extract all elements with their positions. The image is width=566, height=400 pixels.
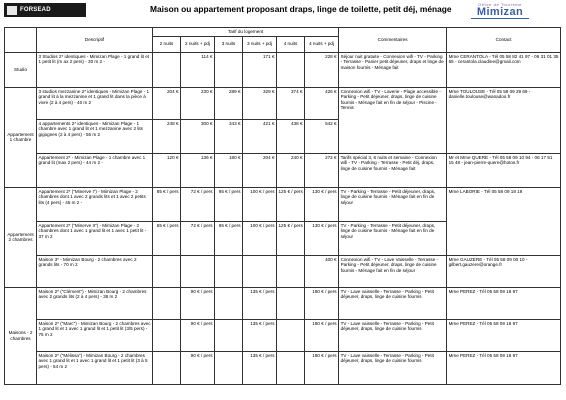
- logo-right-name: Mimizan: [476, 6, 524, 18]
- header-contact: Contact: [447, 28, 561, 53]
- price-2-nuits: [153, 319, 181, 351]
- price-3-nuits: 343 €: [215, 119, 243, 153]
- price-2-nuits-pdj: 90 € / pers: [181, 351, 215, 384]
- row-commentaires: Connexion wifi - TV - Laverie - Plage accessible - Parking - Petit déjeuner, draps, linge de cuisine fournis - Ménage fait en fin de séjour - Piscine - Tennis: [339, 87, 447, 153]
- price-4-nuits-pdj: 180 € / pers: [305, 351, 339, 384]
- table-row: [5, 187, 561, 221]
- row-descriptif: 4 appartements 2* identiques - Mimizan Plage - 1 chambre avec 1 grand lit et 1 mezzanine avec 2 lits gigognes (2 à 4 pers) - 55 m 2: [37, 119, 153, 153]
- price-3-nuits: 95 € / pers: [215, 187, 243, 221]
- price-4-nuits-pdj: 400 €: [305, 255, 339, 287]
- price-4-nuits-pdj: 542 €: [305, 119, 339, 153]
- table-row: [5, 319, 561, 351]
- price-4-nuits-pdj: 228 €: [305, 52, 339, 87]
- document-title: Maison ou appartement proposant draps, linge de toilette, petit déj, ménage: [150, 4, 452, 14]
- price-4-nuits: [277, 52, 305, 87]
- price-4-nuits: 125 € / pers: [277, 187, 305, 221]
- price-4-nuits-pdj: 180 € / pers: [305, 287, 339, 319]
- row-type: Maisons - 2 chambres: [5, 287, 37, 384]
- header-2-nuits-pdj: 2 nuits + pdj: [181, 36, 215, 52]
- price-2-nuits-pdj: 72 € / pers: [181, 187, 215, 221]
- price-3-nuits: [215, 255, 243, 287]
- table-row: [5, 351, 561, 384]
- row-descriptif: Maison 2* ("Clément") - Mimizan Bourg - 2 chambres avec 2 grands lits (2 à 4 pers) - 38 m 2: [37, 287, 153, 319]
- row-descriptif: 3 Studios 2* identiques - Mimizan Plage - 1 grand lit et 1 petit lit (m ax 2 pers) - 30 m 2 -: [37, 52, 153, 87]
- header-descriptif: Descriptif: [37, 28, 153, 53]
- table-row: [5, 287, 561, 319]
- row-type: Appartement 1 chambre: [5, 87, 37, 187]
- price-4-nuits-pdj: 426 €: [305, 87, 339, 119]
- row-descriptif: Maison 3* - Mimizan Bourg - 2 chambres avec 2 grands lits - 70 m 2: [37, 255, 153, 287]
- price-4-nuits: 374 €: [277, 87, 305, 119]
- price-2-nuits: [153, 287, 181, 319]
- header-4-nuits-pdj: 4 nuits + pdj: [305, 36, 339, 52]
- price-4-nuits: [277, 287, 305, 319]
- price-4-nuits: [277, 351, 305, 384]
- price-3-nuits: 289 €: [215, 87, 243, 119]
- row-contact: Mme TOULOUSE - Tél 05 58 09 29 69 - danielle.toulouse@wanadoo.fr: [447, 87, 561, 153]
- row-descriptif: Maison 2* ("Mélissa") - Mimizan Bourg - 2 chambres avec 1 grand lit et 1 avec 1 grand lit et 1 petit lit (3 à 5 pers) - 54 m 2: [37, 351, 153, 384]
- row-contact: Mr et Mme QUERE - Tél 05 58 09 10 94 - 06 17 91 15 48 - jean-pierre-quere@hotos.fr: [447, 153, 561, 187]
- price-4-nuits: 240 €: [277, 153, 305, 187]
- price-3-nuits-pdj: 421 €: [243, 119, 277, 153]
- row-commentaires: Connexion wifi - TV - Lave Vaisselle - Terrasse - Parking - Petit déjeuner, draps, linge de cuisine fournis - Ménage fait en fin de séjour: [339, 255, 447, 287]
- row-commentaires: TV - Parking - Terrasse - Petit déjeuner, draps, linge de cuisine fournis - Ménage fait en fin de séjour: [339, 221, 447, 255]
- price-2-nuits-pdj: 90 € / pers: [181, 319, 215, 351]
- logo-mark-icon: [7, 6, 17, 15]
- row-commentaires: Tarifs spécial 3, 6 nuits et semaine - Connexion wifi - TV - Parking - Terrasse - Petit déj, draps, linge de cuisine fournis - Ménage fait: [339, 153, 447, 187]
- row-descriptif: Appartement 2* ("Minerve II") - Mimizan Plage - 2 chambres dont 1 avec 1 grand lit et 1 avec 1 petit lit - 37 m 2: [37, 221, 153, 255]
- header-4-nuits: 4 nuits: [277, 36, 305, 52]
- price-2-nuits-pdj: 90 € / pers: [181, 287, 215, 319]
- price-2-nuits: [153, 351, 181, 384]
- price-4-nuits-pdj: 130 € / pers: [305, 187, 339, 221]
- price-4-nuits-pdj: 272 €: [305, 153, 339, 187]
- table-row: [5, 87, 561, 119]
- price-2-nuits: [153, 255, 181, 287]
- price-3-nuits-pdj: 135 € / pers: [243, 351, 277, 384]
- price-3-nuits: [215, 351, 243, 384]
- price-4-nuits-pdj: 180 € / pers: [305, 319, 339, 351]
- price-2-nuits: 120 €: [153, 153, 181, 187]
- price-3-nuits-pdj: 100 € / pers: [243, 221, 277, 255]
- price-2-nuits-pdj: 72 € / pers: [181, 221, 215, 255]
- price-2-nuits: 204 €: [153, 87, 181, 119]
- price-4-nuits: [277, 319, 305, 351]
- row-commentaires: Séjour nuit gratuite - Connexion wifi - TV - Parking - Terrasse - Panier petit déjeuner, draps et linge de maison fournis - Ménage fait: [339, 52, 447, 87]
- price-3-nuits-pdj: 100 € / pers: [243, 187, 277, 221]
- price-2-nuits-pdj: 114 €: [181, 52, 215, 87]
- price-3-nuits: 95 € / pers: [215, 221, 243, 255]
- header-3-nuits: 3 nuits: [215, 36, 243, 52]
- brand-logo-left: [4, 3, 86, 17]
- row-descriptif: Maison 2* ("Marc") - Mimizan Bourg - 2 chambres avec 1 grand lit et 1 avec 1 grand lit et 1 petit lit (3/5 pers) - 75 m 2: [37, 319, 153, 351]
- row-descriptif: Appartement 2* - Mimizan Plage - 1 chambre avec 1 grand lit (max 2 pers) - 44 m 2 -: [37, 153, 153, 187]
- row-contact: Mme LABORIE - Tél 05 58 09 18 19: [447, 187, 561, 255]
- price-3-nuits-pdj: 135 € / pers: [243, 287, 277, 319]
- row-commentaires: TV - Parking - Terrasse - Petit déjeuner, draps, linge de cuisine fournis - Ménage fait en fin de séjour: [339, 187, 447, 221]
- price-3-nuits-pdj: [243, 255, 277, 287]
- header-blank: [5, 28, 37, 53]
- price-2-nuits: [153, 52, 181, 87]
- price-3-nuits: [215, 319, 243, 351]
- header-commentaires: Commentaires: [339, 28, 447, 53]
- table-row: [5, 153, 561, 187]
- price-2-nuits-pdj: 300 €: [181, 119, 215, 153]
- row-commentaires: TV - Lave vaisselle - Terrasse - Parking - Petit déjeuner, draps, linge de cuisine fournis: [339, 287, 447, 319]
- price-2-nuits: 65 € / pers: [153, 221, 181, 255]
- lodging-table: [4, 27, 561, 385]
- row-contact: Mme PEREZ - Tél 05 58 09 18 97: [447, 351, 561, 384]
- brand-logo-right: [465, 2, 535, 19]
- price-2-nuits-pdj: 230 €: [181, 87, 215, 119]
- price-2-nuits: 85 € / pers: [153, 187, 181, 221]
- row-commentaires: TV - Lave vaisselle - Terrasse - Parking - Petit déjeuner, draps, linge de cuisine fournis: [339, 319, 447, 351]
- logo-underline: [471, 18, 529, 19]
- header-tarif: Tarif du logement: [153, 28, 339, 37]
- row-contact: Mme PEREZ - Tél 05 58 09 18 97: [447, 319, 561, 351]
- price-3-nuits-pdj: 135 € / pers: [243, 319, 277, 351]
- price-2-nuits: 248 €: [153, 119, 181, 153]
- header-2-nuits: 2 nuits: [153, 36, 181, 52]
- price-3-nuits: [215, 52, 243, 87]
- logo-right-subtitle: Office de Tourisme: [477, 2, 522, 7]
- price-3-nuits: [215, 287, 243, 319]
- table-row: [5, 255, 561, 287]
- price-2-nuits-pdj: 136 €: [181, 153, 215, 187]
- row-contact: Mme GAUZERE - Tél 05 58 09 00 10 - gilbert.gauzere@orange.fr: [447, 255, 561, 287]
- price-2-nuits-pdj: [181, 255, 215, 287]
- header-3-nuits-pdj: 3 nuits + pdj: [243, 36, 277, 52]
- price-4-nuits: 438 €: [277, 119, 305, 153]
- price-4-nuits-pdj: 130 € / pers: [305, 221, 339, 255]
- row-commentaires: TV - Lave vaisselle - Terrasse - Parking - Petit déjeuner, draps, linge de cuisine fournis: [339, 351, 447, 384]
- row-type: Appartement 2 chambres: [5, 187, 37, 287]
- price-3-nuits-pdj: 329 €: [243, 87, 277, 119]
- logo-left-text: FORSEAD: [20, 7, 51, 13]
- row-type: Studio: [5, 52, 37, 87]
- row-contact: Mme CERANTOLA - Tél 05 58 82 41 97 - 06 31 01 35 55 - cerantola.claudine@gmail.com: [447, 52, 561, 87]
- price-3-nuits-pdj: 204 €: [243, 153, 277, 187]
- price-3-nuits-pdj: 171 €: [243, 52, 277, 87]
- price-4-nuits: 125 € / pers: [277, 221, 305, 255]
- price-3-nuits: 180 €: [215, 153, 243, 187]
- price-4-nuits: [277, 255, 305, 287]
- table-row: [5, 52, 561, 87]
- row-descriptif: Appartement 2* ("Minerve I") - Mimizan Plage - 2 chambres dont 1 avec 2 grands lits et 1 avec 2 petits lits (4 pers) - 45 m 2 -: [37, 187, 153, 221]
- row-contact: Mme PEREZ - Tél 05 58 09 18 97: [447, 287, 561, 319]
- row-descriptif: 3 studios mezzanine 2* identiques - Mimizan Plage - 1 grand lit à la mezzanine et 1 grand lit dans la pièce à vivre (2 à 4 pers) - 40 m 2: [37, 87, 153, 119]
